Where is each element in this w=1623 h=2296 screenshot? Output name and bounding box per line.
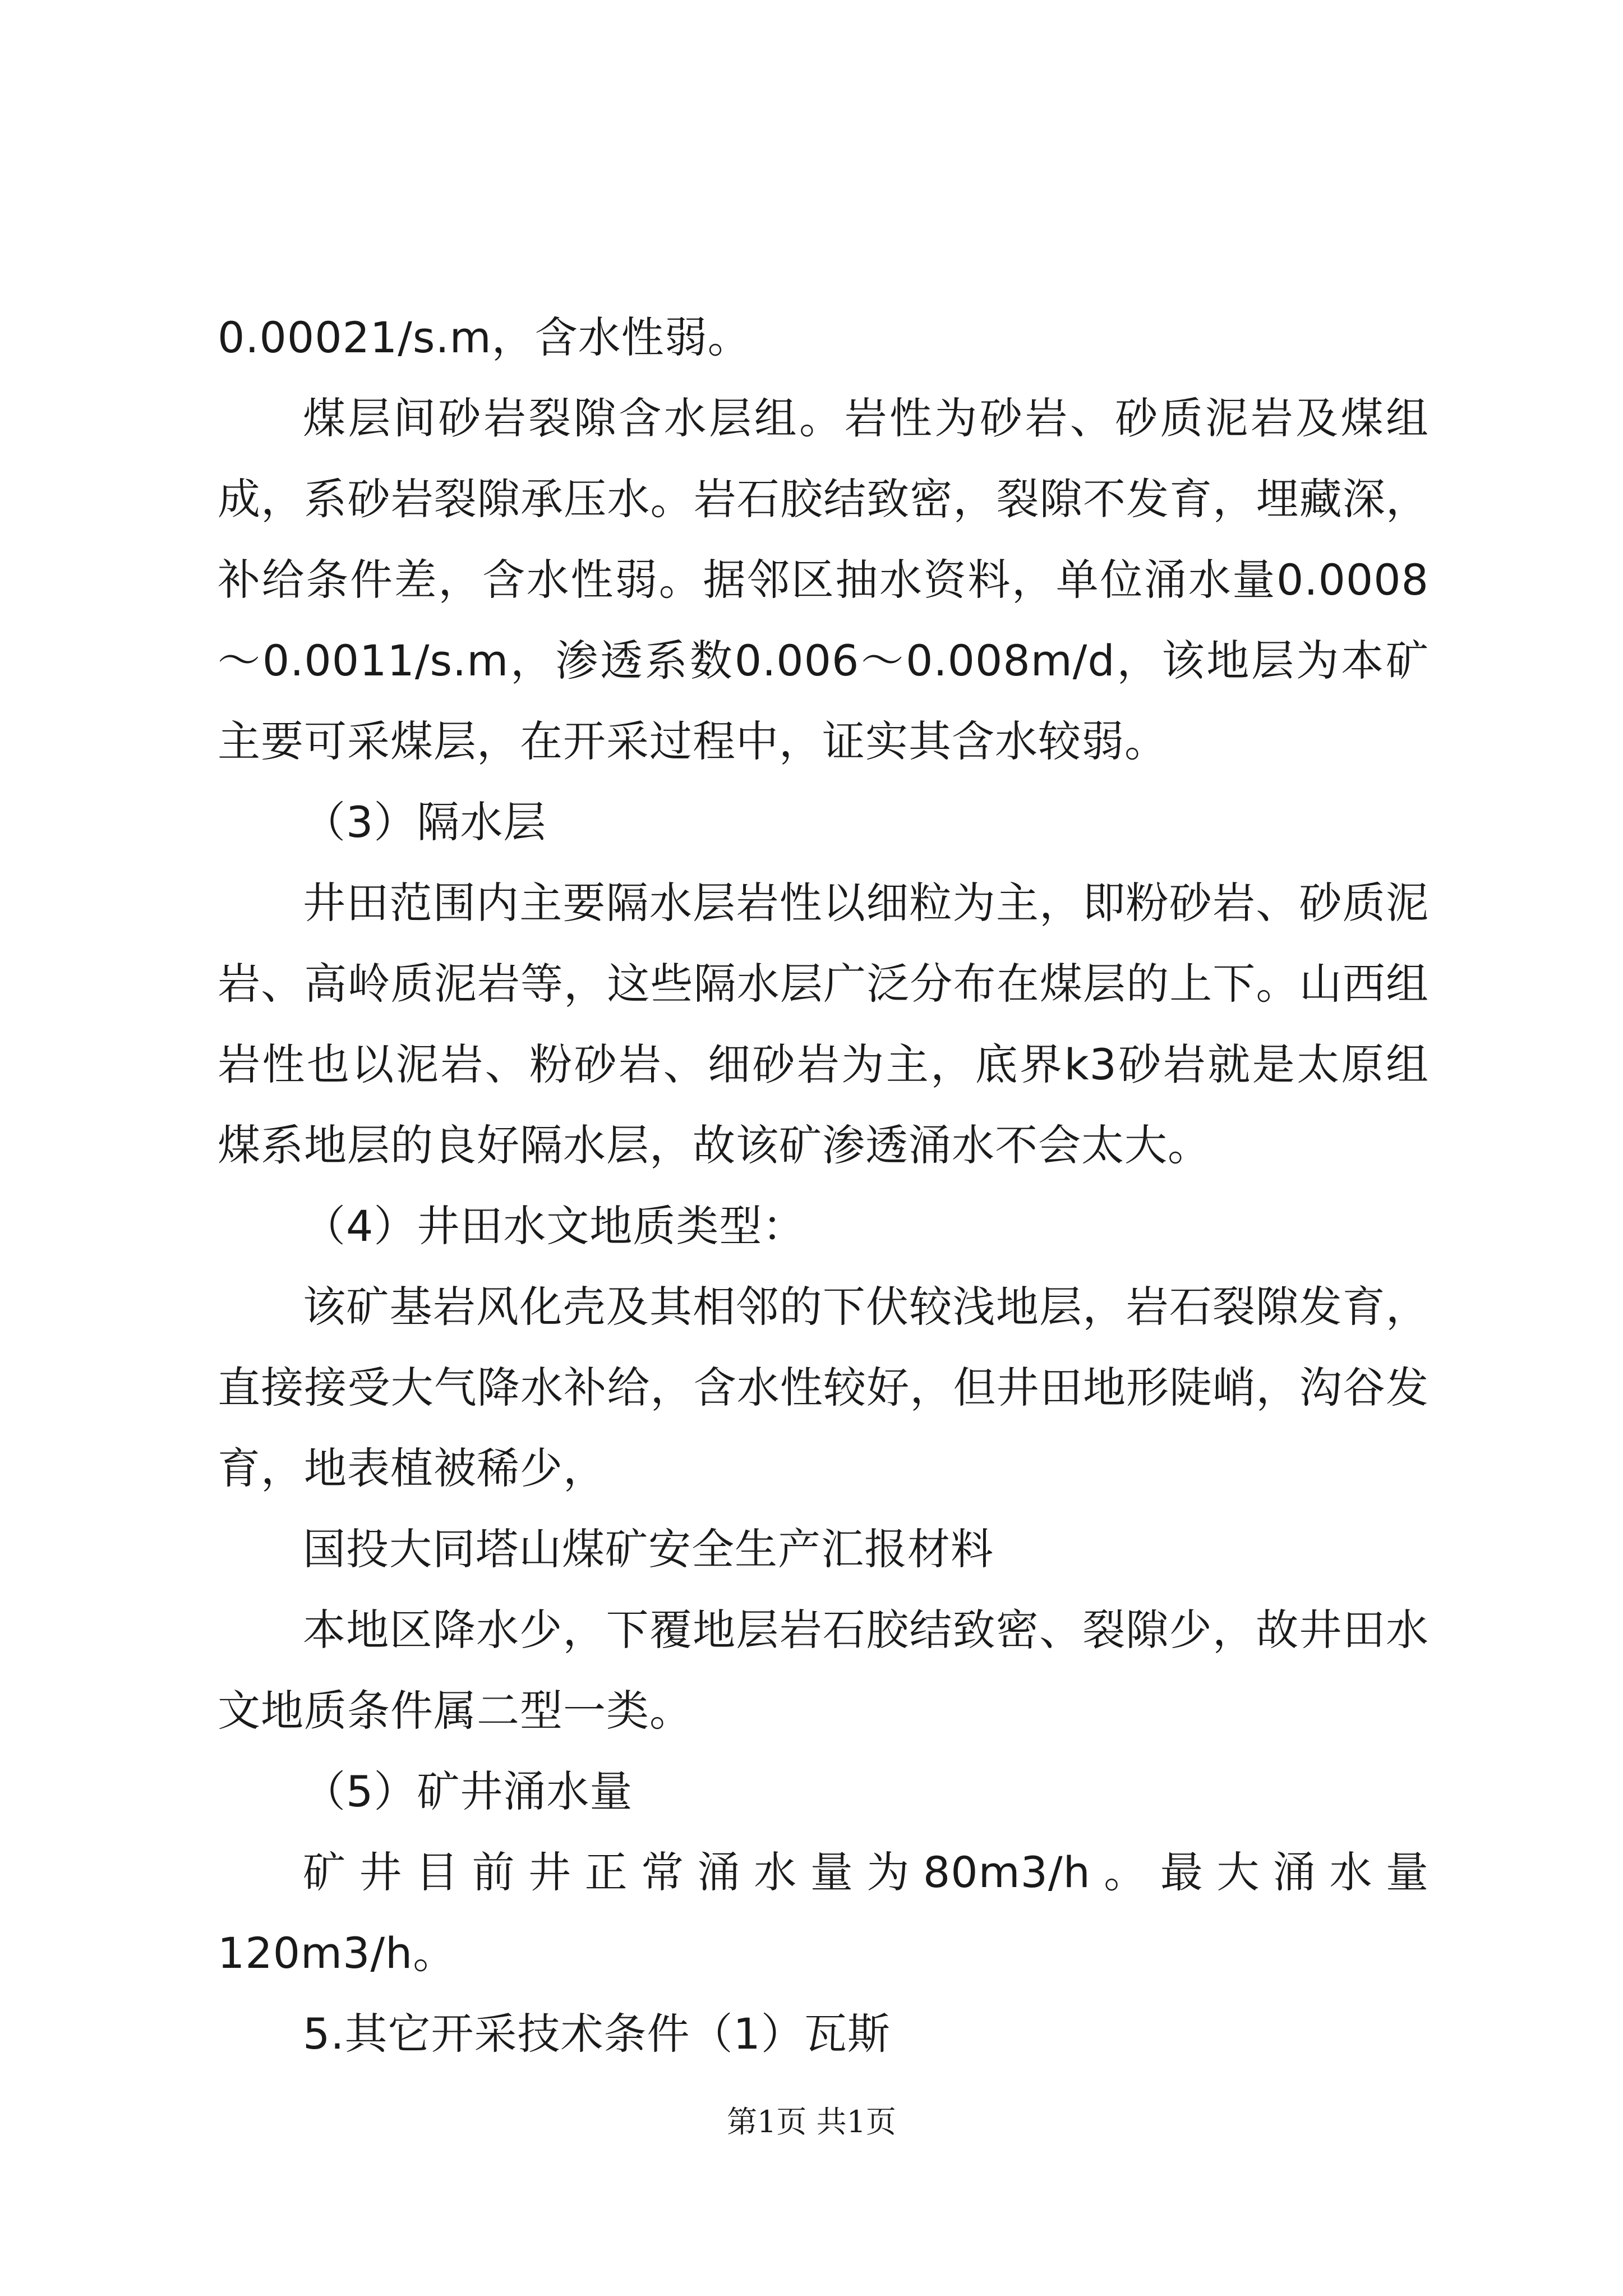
paragraph-2: 煤层间砂岩裂隙含水层组。岩性为砂岩、砂质泥岩及煤组成，系砂岩裂隙承压水。岩石胶结致密，裂隙不发育，埋藏深，补给条件差，含水性弱。据邻区抽水资料，单位涌水量0.0008～0.0011/s.m，渗透系数0.006～0.008m/d，该地层为本矿主要可采煤层，在开采过程中，证实其含水较弱。 — [218, 393, 1429, 766]
section-heading-5: （5）矿井涌水量 — [303, 1766, 633, 1816]
paragraph-8: 本地区降水少，下覆地层岩石胶结致密、裂隙少，故井田水文地质条件属二型一类。 — [218, 1605, 1429, 1736]
paragraph-6: 该矿基岩风化壳及其相邻的下伏较浅地层，岩石裂隙发育，直接接受大气降水补给，含水性较好，但井田地形陡峭，沟谷发育，地表植被稀少， — [218, 1282, 1429, 1493]
section-heading-4: （4）井田水文地质类型： — [303, 1201, 806, 1251]
paragraph-7: 国投大同塔山煤矿安全生产汇报材料 — [303, 1524, 994, 1574]
document-body — [218, 297, 1429, 2074]
section-heading-3: （3）隔水层 — [303, 797, 547, 847]
page-footer: 第1页 共1页 — [727, 2104, 896, 2139]
paragraph-4: 井田范围内主要隔水层岩性以细粒为主，即粉砂岩、砂质泥岩、高岭质泥岩等，这些隔水层广泛分布在煤层的上下。山西组岩性也以泥岩、粉砂岩、细砂岩为主，底界k3砂岩就是太原组煤系地层的良好隔水层，故该矿渗透涌水不会太大。 — [218, 878, 1429, 1170]
paragraph-11: 5.其它开采技术条件（1）瓦斯 — [303, 2009, 891, 2059]
paragraph-10: 矿井目前井正常涌水量为80m3/h。最大涌水量120m3/h。 — [218, 1847, 1429, 1978]
paragraph-1: 0.00021/s.m，含水性弱。 — [218, 312, 751, 362]
